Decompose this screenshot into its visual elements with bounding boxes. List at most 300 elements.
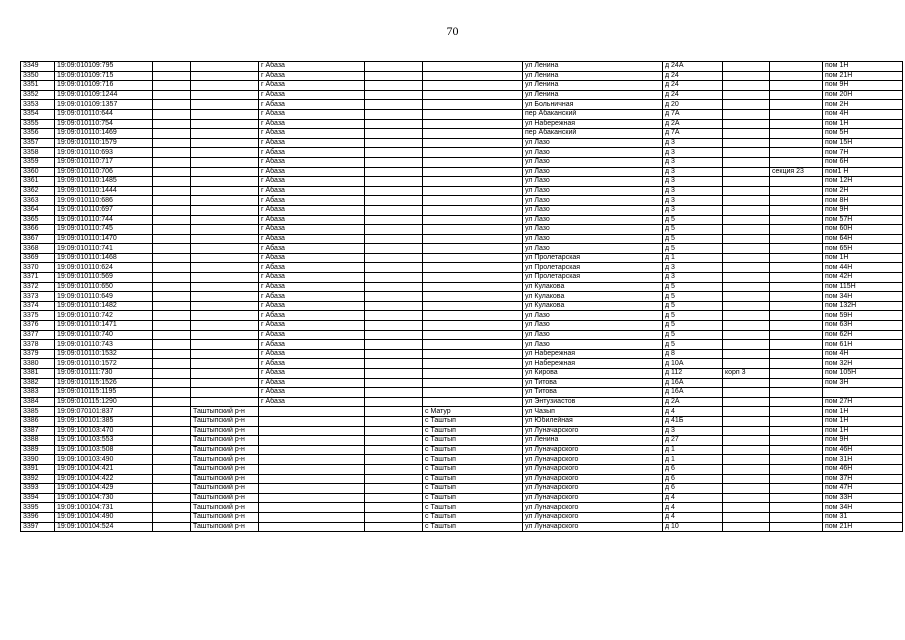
city-cell: г Абаза bbox=[259, 311, 365, 321]
street-cell: ул Луначарского bbox=[523, 484, 663, 494]
district-cell bbox=[191, 282, 259, 292]
street-cell: ул Ленина bbox=[523, 62, 663, 72]
building-cell bbox=[723, 464, 770, 474]
district-cell bbox=[191, 273, 259, 283]
row-number-cell: 3379 bbox=[21, 349, 55, 359]
row-number-cell: 3367 bbox=[21, 234, 55, 244]
street-cell: ул Луначарского bbox=[523, 512, 663, 522]
spacer-cell bbox=[153, 273, 191, 283]
spacer-cell bbox=[153, 484, 191, 494]
district-cell: Таштыпский р-н bbox=[191, 474, 259, 484]
cadastral-number-cell: 19:09:010110:1579 bbox=[55, 138, 153, 148]
house-cell: д 7А bbox=[663, 109, 723, 119]
spacer-cell bbox=[365, 234, 423, 244]
cadastral-number-cell: 19:09:010110:693 bbox=[55, 148, 153, 158]
row-number-cell: 3380 bbox=[21, 359, 55, 369]
street-cell: ул Энтузиастов bbox=[523, 397, 663, 407]
building-cell bbox=[723, 282, 770, 292]
street-cell: ул Лазо bbox=[523, 186, 663, 196]
city-cell: г Абаза bbox=[259, 301, 365, 311]
spacer-cell bbox=[365, 436, 423, 446]
section-cell bbox=[770, 109, 823, 119]
spacer-cell bbox=[153, 512, 191, 522]
spacer-cell bbox=[153, 397, 191, 407]
district-cell bbox=[191, 119, 259, 129]
house-cell: д 7А bbox=[663, 129, 723, 139]
city-cell: г Абаза bbox=[259, 109, 365, 119]
house-cell: д 24 bbox=[663, 90, 723, 100]
spacer-cell bbox=[365, 301, 423, 311]
premises-cell: пом 5Н bbox=[823, 129, 903, 139]
spacer-cell bbox=[153, 157, 191, 167]
settlement-cell bbox=[423, 100, 523, 110]
district-cell bbox=[191, 311, 259, 321]
cadastral-number-cell: 19:09:010110:1485 bbox=[55, 177, 153, 187]
row-number-cell: 3385 bbox=[21, 407, 55, 417]
table-row bbox=[21, 397, 903, 407]
house-cell: д 3 bbox=[663, 273, 723, 283]
premises-cell: пом 21Н bbox=[823, 71, 903, 81]
settlement-cell: с Таштып bbox=[423, 426, 523, 436]
district-cell bbox=[191, 90, 259, 100]
street-cell: ул Пролетарская bbox=[523, 273, 663, 283]
district-cell bbox=[191, 109, 259, 119]
house-cell: д 16А bbox=[663, 378, 723, 388]
spacer-cell bbox=[153, 464, 191, 474]
house-cell: д 1 bbox=[663, 253, 723, 263]
cadastral-number-cell: 19:09:100103:490 bbox=[55, 455, 153, 465]
table-row bbox=[21, 205, 903, 215]
cadastral-number-cell: 19:09:010110:1470 bbox=[55, 234, 153, 244]
city-cell bbox=[259, 445, 365, 455]
spacer-cell bbox=[153, 177, 191, 187]
premises-cell: пом 21Н bbox=[823, 522, 903, 532]
settlement-cell: с Таштып bbox=[423, 493, 523, 503]
row-number-cell: 3395 bbox=[21, 503, 55, 513]
district-cell bbox=[191, 225, 259, 235]
city-cell: г Абаза bbox=[259, 90, 365, 100]
city-cell: г Абаза bbox=[259, 205, 365, 215]
cadastral-number-cell: 19:09:010110:1444 bbox=[55, 186, 153, 196]
table-row bbox=[21, 464, 903, 474]
district-cell bbox=[191, 81, 259, 91]
table-row bbox=[21, 340, 903, 350]
table-row bbox=[21, 301, 903, 311]
settlement-cell: с Таштып bbox=[423, 522, 523, 532]
district-cell bbox=[191, 359, 259, 369]
row-number-cell: 3353 bbox=[21, 100, 55, 110]
spacer-cell bbox=[153, 359, 191, 369]
house-cell: д 1 bbox=[663, 455, 723, 465]
district-cell bbox=[191, 205, 259, 215]
spacer-cell bbox=[365, 522, 423, 532]
spacer-cell bbox=[365, 263, 423, 273]
spacer-cell bbox=[153, 301, 191, 311]
building-cell bbox=[723, 90, 770, 100]
building-cell bbox=[723, 157, 770, 167]
premises-cell: пом 7Н bbox=[823, 148, 903, 158]
settlement-cell bbox=[423, 177, 523, 187]
spacer-cell bbox=[365, 445, 423, 455]
premises-cell: пом1 Н bbox=[823, 167, 903, 177]
settlement-cell bbox=[423, 359, 523, 369]
cadastral-number-cell: 19:09:010110:569 bbox=[55, 273, 153, 283]
spacer-cell bbox=[365, 282, 423, 292]
cadastral-number-cell: 19:09:010110:717 bbox=[55, 157, 153, 167]
premises-cell: пом 61Н bbox=[823, 340, 903, 350]
premises-cell: пом 31 bbox=[823, 512, 903, 522]
premises-cell: пом 4Н bbox=[823, 349, 903, 359]
district-cell bbox=[191, 369, 259, 379]
city-cell: г Абаза bbox=[259, 273, 365, 283]
street-cell: ул Титова bbox=[523, 388, 663, 398]
city-cell: г Абаза bbox=[259, 186, 365, 196]
premises-cell: пом 20Н bbox=[823, 90, 903, 100]
street-cell: ул Лазо bbox=[523, 196, 663, 206]
spacer-cell bbox=[365, 369, 423, 379]
table-row bbox=[21, 167, 903, 177]
section-cell bbox=[770, 81, 823, 91]
settlement-cell bbox=[423, 119, 523, 129]
premises-cell: пом 44Н bbox=[823, 263, 903, 273]
spacer-cell bbox=[153, 340, 191, 350]
spacer-cell bbox=[153, 426, 191, 436]
street-cell: ул Луначарского bbox=[523, 474, 663, 484]
street-cell: ул Лазо bbox=[523, 157, 663, 167]
street-cell: ул Кулакова bbox=[523, 282, 663, 292]
house-cell: д 3 bbox=[663, 196, 723, 206]
cadastral-number-cell: 19:09:010110:686 bbox=[55, 196, 153, 206]
building-cell: корп 3 bbox=[723, 369, 770, 379]
building-cell bbox=[723, 234, 770, 244]
spacer-cell bbox=[365, 62, 423, 72]
spacer-cell bbox=[153, 378, 191, 388]
district-cell: Таштыпский р-н bbox=[191, 464, 259, 474]
premises-cell: пом 9Н bbox=[823, 436, 903, 446]
house-cell: д 5 bbox=[663, 311, 723, 321]
building-cell bbox=[723, 177, 770, 187]
city-cell: г Абаза bbox=[259, 321, 365, 331]
row-number-cell: 3376 bbox=[21, 321, 55, 331]
cadastral-number-cell: 19:09:100104:490 bbox=[55, 512, 153, 522]
spacer-cell bbox=[365, 109, 423, 119]
premises-cell: пом 46Н bbox=[823, 445, 903, 455]
street-cell: ул Набережная bbox=[523, 349, 663, 359]
district-cell bbox=[191, 71, 259, 81]
street-cell: ул Набережная bbox=[523, 119, 663, 129]
spacer-cell bbox=[153, 62, 191, 72]
premises-cell: пом 64Н bbox=[823, 234, 903, 244]
cadastral-number-cell: 19:09:100104:730 bbox=[55, 493, 153, 503]
cadastral-number-cell: 19:09:010110:650 bbox=[55, 282, 153, 292]
spacer-cell bbox=[365, 129, 423, 139]
row-number-cell: 3381 bbox=[21, 369, 55, 379]
spacer-cell bbox=[153, 138, 191, 148]
settlement-cell bbox=[423, 282, 523, 292]
street-cell: ул Луначарского bbox=[523, 464, 663, 474]
city-cell bbox=[259, 474, 365, 484]
city-cell: г Абаза bbox=[259, 349, 365, 359]
street-cell: пер Абаканский bbox=[523, 129, 663, 139]
section-cell bbox=[770, 349, 823, 359]
spacer-cell bbox=[153, 100, 191, 110]
spacer-cell bbox=[365, 186, 423, 196]
street-cell: ул Лазо bbox=[523, 148, 663, 158]
settlement-cell bbox=[423, 330, 523, 340]
house-cell: д 3 bbox=[663, 177, 723, 187]
section-cell bbox=[770, 407, 823, 417]
cadastral-number-cell: 19:09:010115:1290 bbox=[55, 397, 153, 407]
house-cell: д 6 bbox=[663, 474, 723, 484]
cadastral-number-cell: 19:09:100104:731 bbox=[55, 503, 153, 513]
premises-cell: пом 15Н bbox=[823, 138, 903, 148]
district-cell bbox=[191, 148, 259, 158]
spacer-cell bbox=[153, 119, 191, 129]
cadastral-number-cell: 19:09:010111:730 bbox=[55, 369, 153, 379]
section-cell bbox=[770, 205, 823, 215]
city-cell: г Абаза bbox=[259, 148, 365, 158]
premises-cell: пом 46Н bbox=[823, 464, 903, 474]
settlement-cell bbox=[423, 311, 523, 321]
settlement-cell: с Таштып bbox=[423, 436, 523, 446]
section-cell bbox=[770, 62, 823, 72]
table-row bbox=[21, 512, 903, 522]
settlement-cell bbox=[423, 397, 523, 407]
city-cell: г Абаза bbox=[259, 71, 365, 81]
premises-cell: пом 1Н bbox=[823, 119, 903, 129]
city-cell: г Абаза bbox=[259, 215, 365, 225]
premises-cell: пом 27Н bbox=[823, 397, 903, 407]
spacer-cell bbox=[153, 503, 191, 513]
cadastral-number-cell: 19:09:010110:706 bbox=[55, 167, 153, 177]
section-cell bbox=[770, 512, 823, 522]
city-cell bbox=[259, 484, 365, 494]
section-cell bbox=[770, 177, 823, 187]
building-cell bbox=[723, 292, 770, 302]
premises-cell: пом 57Н bbox=[823, 215, 903, 225]
house-cell: д 8 bbox=[663, 349, 723, 359]
house-cell: д 27 bbox=[663, 436, 723, 446]
row-number-cell: 3359 bbox=[21, 157, 55, 167]
premises-cell: пом 8Н bbox=[823, 196, 903, 206]
spacer-cell bbox=[153, 321, 191, 331]
table-row bbox=[21, 493, 903, 503]
district-cell bbox=[191, 215, 259, 225]
spacer-cell bbox=[153, 186, 191, 196]
settlement-cell bbox=[423, 62, 523, 72]
street-cell: ул Лазо bbox=[523, 225, 663, 235]
district-cell bbox=[191, 301, 259, 311]
spacer-cell bbox=[365, 388, 423, 398]
row-number-cell: 3352 bbox=[21, 90, 55, 100]
street-cell: ул Лазо bbox=[523, 340, 663, 350]
city-cell bbox=[259, 464, 365, 474]
building-cell bbox=[723, 436, 770, 446]
spacer-cell bbox=[365, 167, 423, 177]
cadastral-number-cell: 19:09:010109:715 bbox=[55, 71, 153, 81]
premises-cell: пом 9Н bbox=[823, 205, 903, 215]
settlement-cell bbox=[423, 157, 523, 167]
table-row bbox=[21, 378, 903, 388]
cadastral-number-cell: 19:09:010110:742 bbox=[55, 311, 153, 321]
spacer-cell bbox=[365, 71, 423, 81]
premises-cell: пом 1Н bbox=[823, 407, 903, 417]
building-cell bbox=[723, 109, 770, 119]
cadastral-number-cell: 19:09:100103:470 bbox=[55, 426, 153, 436]
table-row bbox=[21, 282, 903, 292]
building-cell bbox=[723, 455, 770, 465]
section-cell bbox=[770, 330, 823, 340]
street-cell: ул Чазып bbox=[523, 407, 663, 417]
row-number-cell: 3370 bbox=[21, 263, 55, 273]
city-cell: г Абаза bbox=[259, 234, 365, 244]
table-row bbox=[21, 522, 903, 532]
city-cell bbox=[259, 512, 365, 522]
spacer-cell bbox=[153, 349, 191, 359]
row-number-cell: 3372 bbox=[21, 282, 55, 292]
house-cell: д 16А bbox=[663, 388, 723, 398]
settlement-cell bbox=[423, 244, 523, 254]
building-cell bbox=[723, 349, 770, 359]
section-cell bbox=[770, 157, 823, 167]
city-cell bbox=[259, 455, 365, 465]
table-row bbox=[21, 196, 903, 206]
district-cell bbox=[191, 177, 259, 187]
table-row bbox=[21, 445, 903, 455]
premises-cell: пом 115Н bbox=[823, 282, 903, 292]
premises-cell: пом 1Н bbox=[823, 416, 903, 426]
spacer-cell bbox=[365, 426, 423, 436]
city-cell: г Абаза bbox=[259, 378, 365, 388]
house-cell: д 5 bbox=[663, 244, 723, 254]
page-number: 70 bbox=[446, 24, 459, 38]
settlement-cell bbox=[423, 205, 523, 215]
section-cell bbox=[770, 464, 823, 474]
settlement-cell bbox=[423, 253, 523, 263]
building-cell bbox=[723, 244, 770, 254]
building-cell bbox=[723, 301, 770, 311]
building-cell bbox=[723, 397, 770, 407]
row-number-cell: 3355 bbox=[21, 119, 55, 129]
street-cell: ул Лазо bbox=[523, 244, 663, 254]
spacer-cell bbox=[153, 292, 191, 302]
spacer-cell bbox=[365, 340, 423, 350]
house-cell: д 24 bbox=[663, 81, 723, 91]
premises-cell: пом 33Н bbox=[823, 493, 903, 503]
city-cell bbox=[259, 522, 365, 532]
spacer-cell bbox=[365, 205, 423, 215]
cadastral-number-cell: 19:09:010110:745 bbox=[55, 225, 153, 235]
spacer-cell bbox=[365, 416, 423, 426]
settlement-cell: с Таштып bbox=[423, 416, 523, 426]
street-cell: ул Луначарского bbox=[523, 455, 663, 465]
premises-cell: пом 6Н bbox=[823, 157, 903, 167]
row-number-cell: 3365 bbox=[21, 215, 55, 225]
settlement-cell bbox=[423, 167, 523, 177]
spacer-cell bbox=[153, 493, 191, 503]
house-cell: д 4 bbox=[663, 407, 723, 417]
spacer-cell bbox=[153, 474, 191, 484]
row-number-cell: 3368 bbox=[21, 244, 55, 254]
district-cell bbox=[191, 292, 259, 302]
spacer-cell bbox=[365, 148, 423, 158]
district-cell bbox=[191, 129, 259, 139]
table-row bbox=[21, 321, 903, 331]
building-cell bbox=[723, 359, 770, 369]
cadastral-number-cell: 19:09:010110:741 bbox=[55, 244, 153, 254]
premises-cell: пом 34Н bbox=[823, 292, 903, 302]
building-cell bbox=[723, 100, 770, 110]
row-number-cell: 3388 bbox=[21, 436, 55, 446]
section-cell bbox=[770, 138, 823, 148]
house-cell: д 24А bbox=[663, 62, 723, 72]
settlement-cell: с Таштып bbox=[423, 503, 523, 513]
table-row bbox=[21, 292, 903, 302]
city-cell: г Абаза bbox=[259, 359, 365, 369]
building-cell bbox=[723, 129, 770, 139]
cadastral-number-cell: 19:09:100103:508 bbox=[55, 445, 153, 455]
house-cell: д 3 bbox=[663, 138, 723, 148]
street-cell: ул Юбилейная bbox=[523, 416, 663, 426]
row-number-cell: 3366 bbox=[21, 225, 55, 235]
spacer-cell bbox=[153, 148, 191, 158]
section-cell bbox=[770, 292, 823, 302]
spacer-cell bbox=[153, 330, 191, 340]
spacer-cell bbox=[153, 455, 191, 465]
settlement-cell bbox=[423, 273, 523, 283]
district-cell bbox=[191, 186, 259, 196]
section-cell bbox=[770, 388, 823, 398]
spacer-cell bbox=[365, 512, 423, 522]
spacer-cell bbox=[365, 244, 423, 254]
district-cell bbox=[191, 62, 259, 72]
row-number-cell: 3391 bbox=[21, 464, 55, 474]
row-number-cell: 3390 bbox=[21, 455, 55, 465]
city-cell: г Абаза bbox=[259, 100, 365, 110]
building-cell bbox=[723, 512, 770, 522]
street-cell: ул Кулакова bbox=[523, 301, 663, 311]
spacer-cell bbox=[365, 253, 423, 263]
building-cell bbox=[723, 119, 770, 129]
house-cell: д 1 bbox=[663, 445, 723, 455]
table-row bbox=[21, 330, 903, 340]
house-cell: д 6 bbox=[663, 484, 723, 494]
section-cell bbox=[770, 263, 823, 273]
row-number-cell: 3350 bbox=[21, 71, 55, 81]
table-row bbox=[21, 426, 903, 436]
table-row bbox=[21, 253, 903, 263]
settlement-cell bbox=[423, 138, 523, 148]
city-cell: г Абаза bbox=[259, 282, 365, 292]
building-cell bbox=[723, 71, 770, 81]
spacer-cell bbox=[153, 167, 191, 177]
cadastral-number-cell: 19:09:010115:1526 bbox=[55, 378, 153, 388]
row-number-cell: 3378 bbox=[21, 340, 55, 350]
street-cell: ул Набережная bbox=[523, 359, 663, 369]
premises-cell: пом 31Н bbox=[823, 455, 903, 465]
row-number-cell: 3382 bbox=[21, 378, 55, 388]
premises-cell: пом 4Н bbox=[823, 109, 903, 119]
street-cell: ул Лазо bbox=[523, 215, 663, 225]
row-number-cell: 3392 bbox=[21, 474, 55, 484]
house-cell: д 5 bbox=[663, 330, 723, 340]
house-cell: д 5 bbox=[663, 215, 723, 225]
district-cell bbox=[191, 330, 259, 340]
row-number-cell: 3354 bbox=[21, 109, 55, 119]
street-cell: ул Лазо bbox=[523, 177, 663, 187]
table-row bbox=[21, 388, 903, 398]
table-row bbox=[21, 148, 903, 158]
